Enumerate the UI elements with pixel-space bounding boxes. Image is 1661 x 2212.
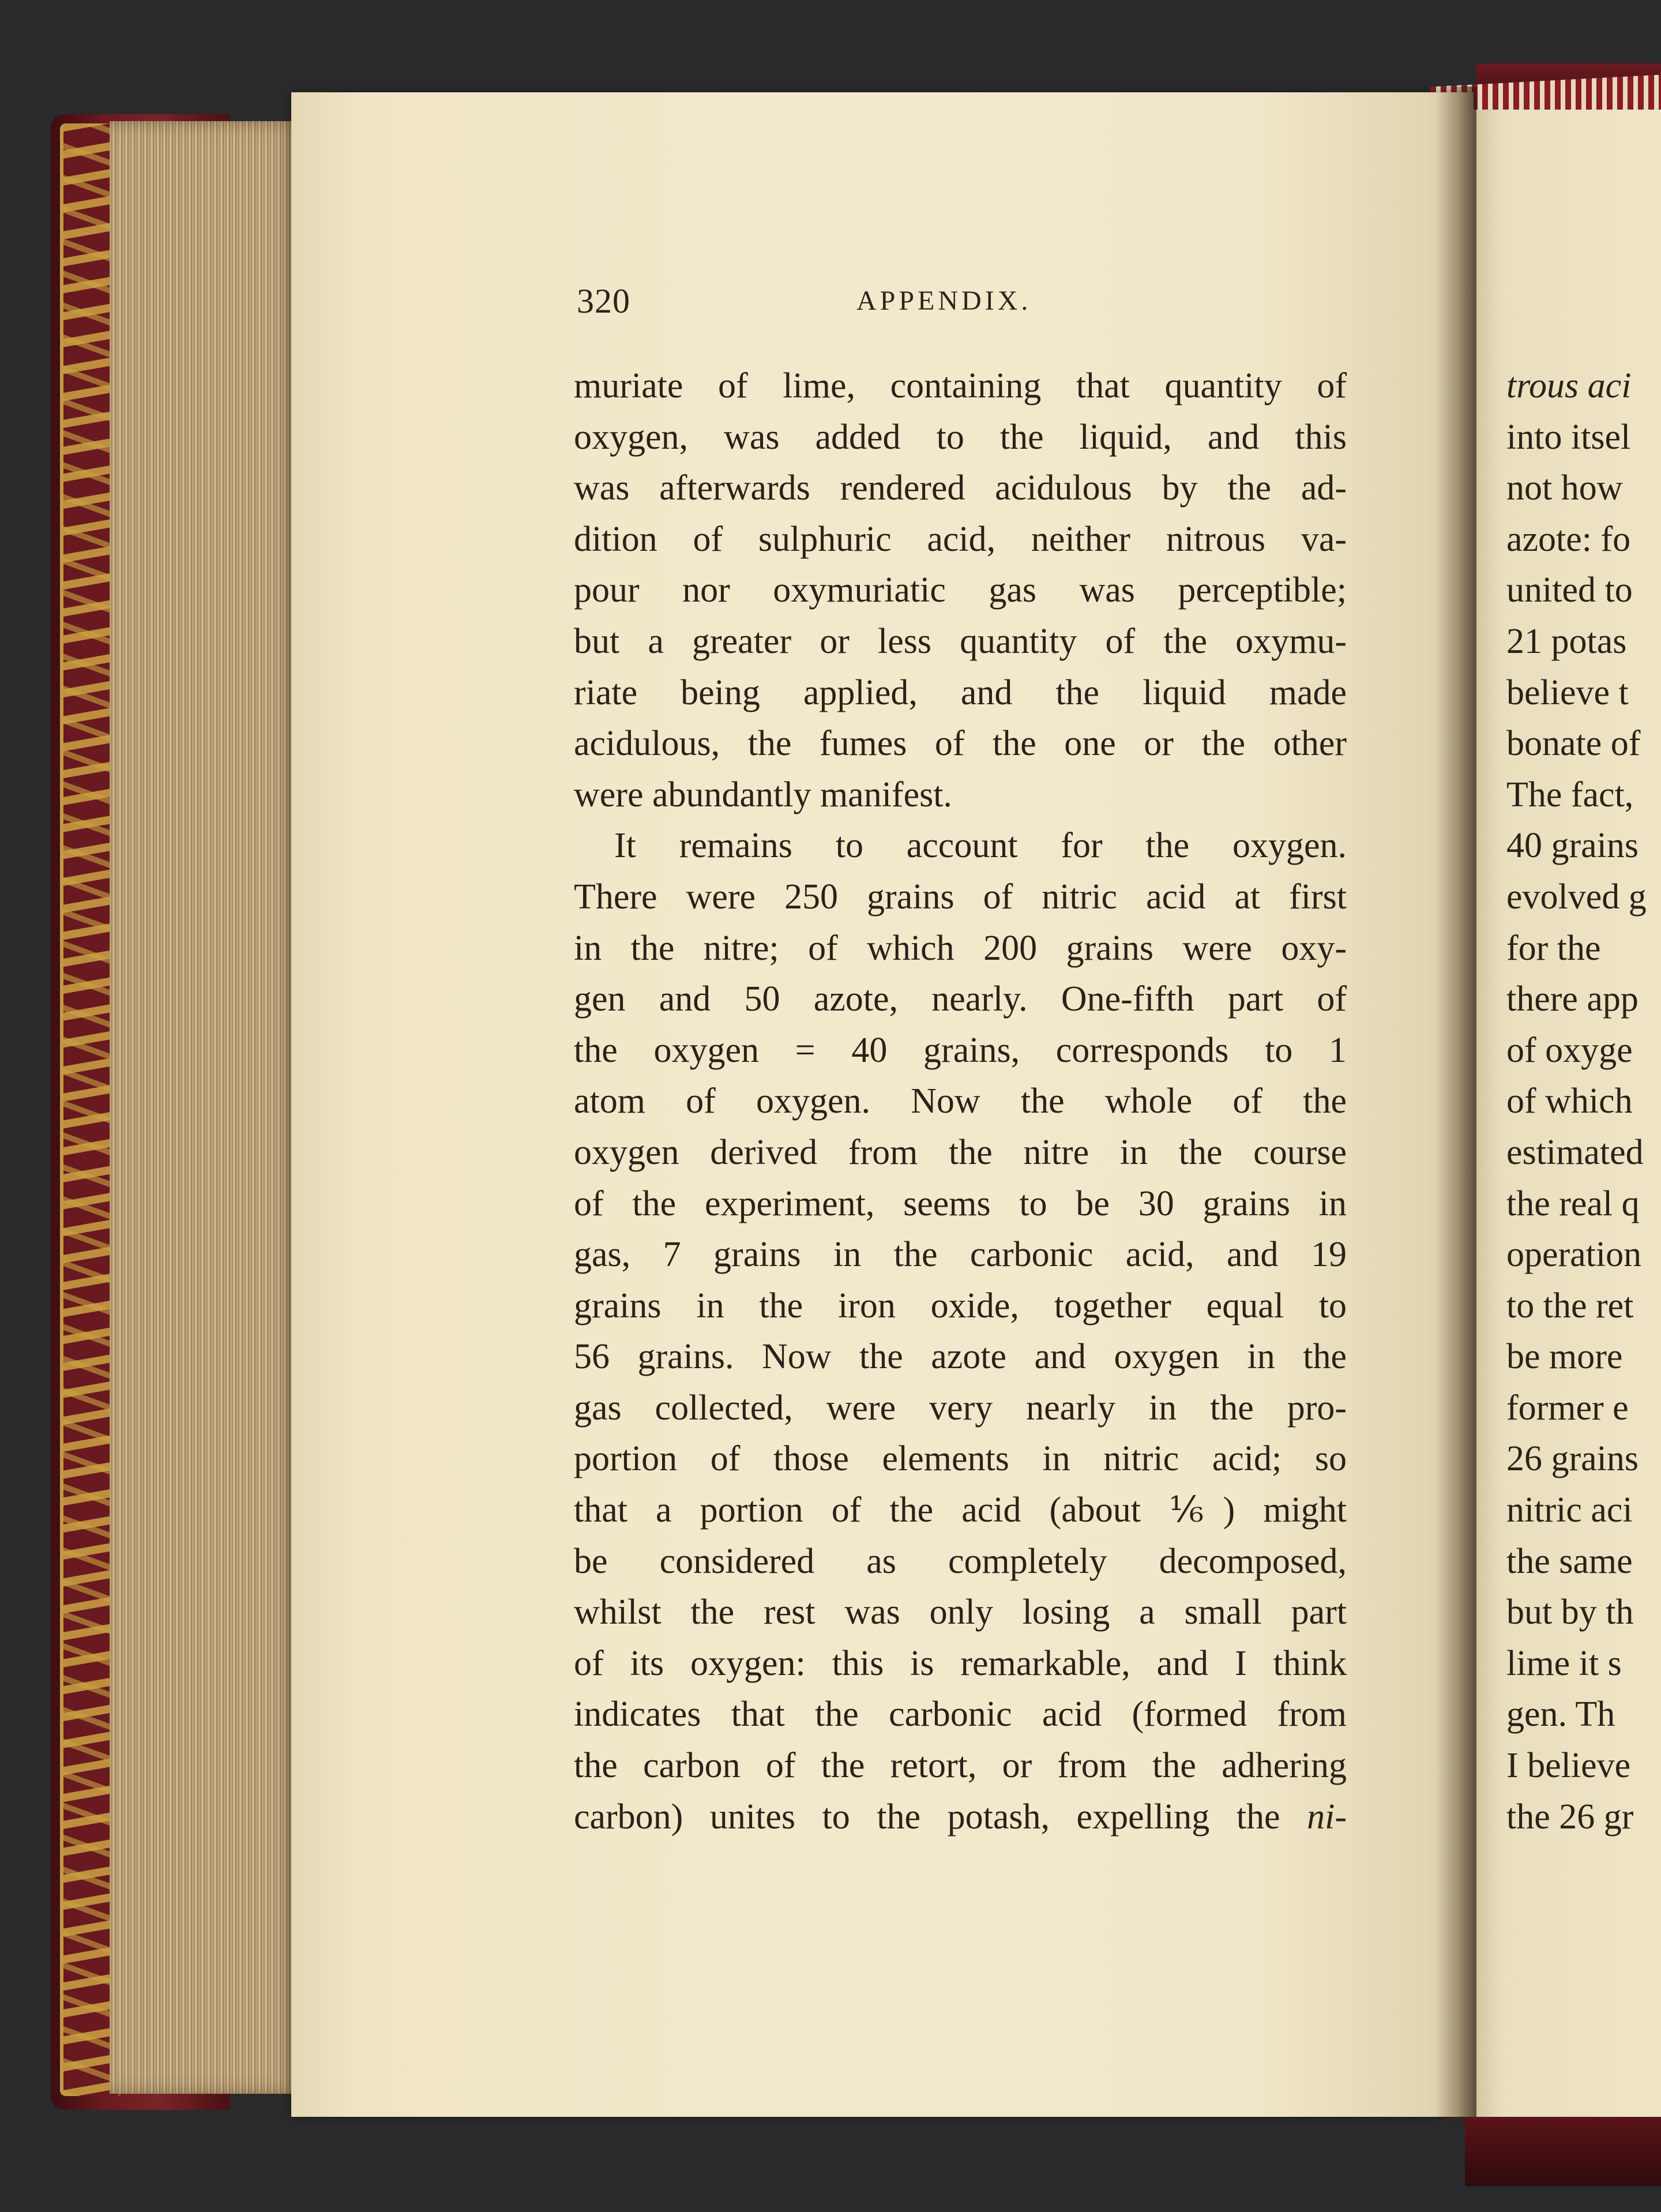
- facing-text-line: lime it s: [1506, 1643, 1622, 1683]
- facing-text-line: the same: [1506, 1541, 1633, 1581]
- text-line: but a greater or less quantity of the oxymu-: [574, 621, 1347, 661]
- facing-text-line: united to: [1506, 570, 1633, 610]
- facing-text-line: 40 grains: [1506, 826, 1639, 866]
- text-line: of its oxygen: this is remarkable, and I think: [574, 1643, 1347, 1683]
- facing-text-line: 26 grains: [1506, 1439, 1639, 1479]
- facing-text-line: the real q: [1506, 1184, 1640, 1223]
- page-edges: [110, 121, 300, 2094]
- facing-text-line: for the: [1506, 928, 1601, 968]
- text-line: 56 grains. Now the azote and oxygen in the: [574, 1337, 1347, 1377]
- facing-text-line: be more: [1506, 1337, 1623, 1377]
- facing-text-line: 21 potas: [1506, 621, 1627, 661]
- text-line: of the experiment, seems to be 30 grains in: [574, 1184, 1347, 1223]
- text-line: atom of oxygen. Now the whole of the: [574, 1081, 1347, 1121]
- text-line: grains in the iron oxide, together equal to: [574, 1286, 1347, 1325]
- facing-text-line: of oxyge: [1506, 1030, 1633, 1070]
- text-line: gas collected, were very nearly in the pro-: [574, 1388, 1347, 1428]
- text-line: There were 250 grains of nitric acid at first: [574, 877, 1347, 917]
- facing-text-line: gen. Th: [1506, 1695, 1615, 1734]
- facing-page-text: [1506, 360, 1661, 1842]
- text-line: muriate of lime, containing that quantity of: [574, 366, 1347, 405]
- facing-text-line: nitric aci: [1506, 1490, 1633, 1530]
- text-line: pour nor oxymuriatic gas was perceptible;: [574, 570, 1347, 610]
- section-title: APPENDIX.: [856, 286, 1032, 316]
- text-line: oxygen derived from the nitre in the course: [574, 1132, 1347, 1172]
- book-cover-right-bottom: [1465, 2117, 1661, 2186]
- text-line: dition of sulphuric acid, neither nitrous va-: [574, 519, 1347, 559]
- facing-text-line: not how: [1506, 468, 1623, 508]
- text-line: riate being applied, and the liquid made: [574, 673, 1347, 712]
- facing-text-line: to the ret: [1506, 1286, 1634, 1325]
- text-line: acidulous, the fumes of the one or the other: [574, 724, 1347, 764]
- text-line: indicates that the carbonic acid (formed from: [574, 1695, 1347, 1734]
- text-line: gas, 7 grains in the carbonic acid, and 19: [574, 1235, 1347, 1275]
- text-line: the oxygen = 40 grains, corresponds to 1: [574, 1030, 1347, 1070]
- text-line: It remains to account for the oxygen.: [614, 826, 1347, 866]
- facing-text-line: but by th: [1506, 1593, 1634, 1632]
- facing-text-line: of which: [1506, 1081, 1633, 1121]
- text-line: was afterwards rendered acidulous by the ad-: [574, 468, 1347, 508]
- facing-text-line: I believe: [1506, 1746, 1631, 1786]
- text-line: portion of those elements in nitric acid; so: [574, 1439, 1347, 1479]
- page-number: 320: [577, 282, 630, 320]
- facing-text-line: into itsel: [1506, 417, 1631, 457]
- facing-text-line: operation: [1506, 1235, 1642, 1275]
- facing-text-line: former e: [1506, 1388, 1629, 1428]
- text-line: in the nitre; of which 200 grains were oxy-: [574, 928, 1347, 968]
- facing-text-line: trous aci: [1506, 366, 1632, 405]
- body-text: [574, 360, 1347, 1842]
- hyphenated-tail: ni-: [1307, 1797, 1347, 1837]
- text-line: were abundantly manifest.: [574, 775, 952, 814]
- running-head: [577, 281, 1344, 328]
- facing-text-line: the 26 gr: [1506, 1797, 1634, 1837]
- facing-text-line: believe t: [1506, 673, 1629, 712]
- text-line: oxygen, was added to the liquid, and this: [574, 417, 1347, 457]
- facing-text-line: azote: fo: [1506, 519, 1631, 559]
- text-line: carbon) unites to the potash, expelling the ni-: [574, 1797, 1347, 1837]
- text-line: the carbon of the retort, or from the adhering: [574, 1746, 1347, 1786]
- text-line: whilst the rest was only losing a small part: [574, 1593, 1347, 1632]
- facing-text-line: estimated: [1506, 1132, 1644, 1172]
- facing-text-line: there app: [1506, 979, 1639, 1019]
- text-line: be considered as completely decomposed,: [574, 1541, 1347, 1581]
- facing-text-line: bonate of: [1506, 724, 1641, 764]
- facing-text-line: evolved g: [1506, 877, 1647, 917]
- text-line: gen and 50 azote, nearly. One-fifth part of: [574, 979, 1347, 1019]
- text-line: that a portion of the acid (about ⅙) might: [574, 1490, 1347, 1530]
- facing-text-line: The fact,: [1506, 775, 1634, 814]
- gutter-shadow: [1436, 87, 1476, 2123]
